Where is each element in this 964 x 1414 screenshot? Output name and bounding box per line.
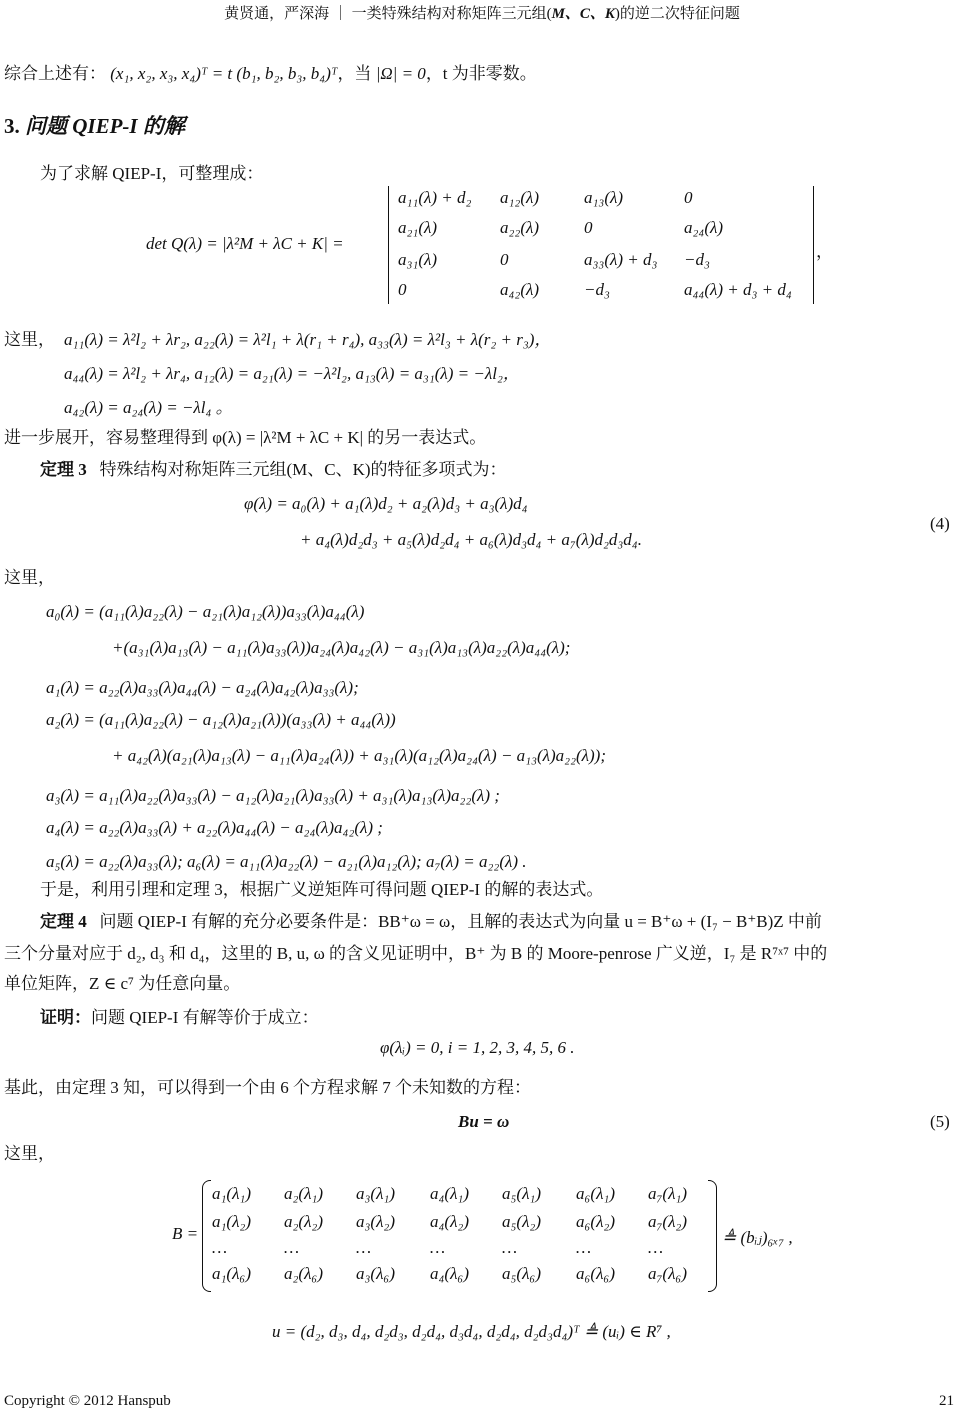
B-matrix-cell: … (212, 1238, 228, 1257)
here1-label: 这里， (4, 330, 55, 349)
intro-text: 为了求解 QIEP-I，可整理成： (40, 164, 264, 183)
B-matrix-cell: a₆(λ₆) (576, 1264, 616, 1283)
det-lhs: det Q(λ) = |λ²M + λC + K| = (146, 234, 344, 253)
B-matrix-cell: a₂(λ₆) (284, 1264, 324, 1283)
header-mck: M、C、K (551, 6, 615, 22)
proof-text: 问题 QIEP-I 有解等价于成立： (91, 1008, 319, 1027)
theorem4-line1 (40, 910, 822, 934)
B-matrix-cell: a₇(λ₁) (648, 1184, 688, 1203)
det-matrix-cell: 0 (684, 188, 693, 207)
theorem3-label: 定理 3 (40, 460, 87, 479)
B-matrix-cell: a₅(λ₂) (502, 1212, 542, 1231)
B-matrix (212, 1180, 708, 1290)
det-matrix-cell: a₁₃(λ) (584, 188, 624, 207)
det-matrix-cell: a₄₄(λ) + d₃ + d₄ (684, 280, 792, 299)
B-matrix-cell: a₇(λ₂) (648, 1212, 688, 1231)
proof-eq: φ(λᵢ) = 0, i = 1, 2, 3, 4, 5, 6 . (380, 1038, 575, 1057)
therefore-text: 于是，利用引理和定理 3，根据广义逆矩阵可得问题 QIEP-I 的解的表达式。 (40, 880, 604, 899)
B-matrix-cell: a₅(λ₁) (502, 1184, 542, 1203)
a5-line: a₅(λ) = a₂₂(λ)a₃₃(λ); a₆(λ) = a₁₁(λ)a₂₂(λ) − a₂₁(λ)a₁₂(λ); a₇(λ) = a₂₂(λ) . (46, 852, 527, 871)
B-matrix-cell: a₁(λ₆) (212, 1264, 252, 1283)
summary-tail: ，t 为非零数。 (425, 64, 537, 83)
B-matrix-cell: a₅(λ₆) (502, 1264, 542, 1283)
a2-line2: + a₄₂(λ)(a₂₁(λ)a₁₃(λ) − a₁₁(λ)a₂₄(λ)) + a₃₁(λ)(a₁₂(λ)a₂₄(λ) − a₁₃(λ)a₂₂(λ)); (112, 746, 606, 765)
B-lhs: B = (172, 1224, 199, 1243)
proof-label: 证明： (40, 1008, 91, 1027)
B-left-paren (202, 1180, 211, 1292)
based-text: 基此，由定理 3 知，可以得到一个由 6 个方程求解 7 个未知数的方程： (4, 1078, 531, 1097)
det-matrix-cell: −d₃ (684, 250, 710, 269)
B-matrix-cell: … (576, 1238, 592, 1257)
B-matrix-cell: … (356, 1238, 372, 1257)
eq5: Bu = ω (458, 1112, 510, 1131)
summary-lead: 综合上述有： (4, 64, 106, 83)
u-definition: u = (d₂, d₃, d₄, d₂d₃, d₂d₄, d₃d₄, d₂d₄, d₂d₃d₄)ᵀ ≜ (uᵢ) ∈ R⁷ , (272, 1322, 671, 1341)
det-matrix-cell: 0 (500, 250, 509, 269)
B-matrix-cell: a₆(λ₂) (576, 1212, 616, 1231)
section-heading (4, 114, 185, 138)
B-matrix-cell: … (430, 1238, 446, 1257)
det-matrix-cell: a₃₁(λ) (398, 250, 438, 269)
theorem4-label: 定理 4 (40, 912, 87, 931)
here2-label: 这里， (4, 568, 55, 587)
det-matrix-cell: a₃₃(λ) + d₃ (584, 250, 658, 269)
eq5-number: (5) (930, 1112, 950, 1131)
running-header (0, 2, 964, 23)
B-matrix-cell: a₂(λ₁) (284, 1184, 324, 1203)
summary-omega: |Ω| = 0 (375, 64, 426, 83)
theorem3-eq1: φ(λ) = a₀(λ) + a₁(λ)d₂ + a₂(λ)d₃ + a₃(λ)d₄ (244, 494, 528, 513)
summary-when: ，当 (337, 64, 372, 83)
B-matrix-cell: a₄(λ₁) (430, 1184, 470, 1203)
det-matrix-cell: a₂₄(λ) (684, 218, 724, 237)
B-rhs: ≜ (bᵢⱼ)₆ₓ₇ , (722, 1228, 793, 1247)
header-rest: )的逆二次特征问题 (614, 6, 740, 22)
here1-line1: a₁₁(λ) = λ²l₂ + λr₂, a₂₂(λ) = λ²l₁ + λ(r₁ + r₄), a₃₃(λ) = λ²l₃ + λ(r₂ + r₃)， (64, 330, 552, 349)
B-matrix-cell: a₄(λ₆) (430, 1264, 470, 1283)
B-matrix-cell: a₁(λ₁) (212, 1184, 252, 1203)
det-comma: ， (816, 242, 833, 261)
det-matrix-cell: a₂₂(λ) (500, 218, 540, 237)
theorem4-line2: 三个分量对应于 d₂, d₃ 和 d₄，这里的 B, u, ω 的含义见证明中，B⁺ 为 B 的 Moore-penrose 广义逆，I₇ 是 R⁷ˣ⁷ 中的 (4, 944, 828, 963)
theorem4-line3: 单位矩阵，Z ∈ c⁷ 为任意向量。 (4, 974, 241, 993)
det-matrix (388, 186, 812, 304)
B-matrix-cell: a₆(λ₁) (576, 1184, 616, 1203)
theorem3-eq2: + a₄(λ)d₂d₃ + a₅(λ)d₂d₄ + a₆(λ)d₃d₄ + a₇(λ)d₂d₃d₄. (300, 530, 642, 549)
summary-vector-eq: (x₁, x₂, x₃, x₄)ᵀ = t (b₁, b₂, b₃, b₄)ᵀ (110, 64, 338, 83)
a1-line: a₁(λ) = a₂₂(λ)a₃₃(λ)a₄₄(λ) − a₂₄(λ)a₄₂(λ)a₃₃(λ); (46, 678, 359, 697)
footer-page-number: 21 (939, 1393, 954, 1409)
header-authors: 黄贤通，严深海 ｜ 一类特殊结构对称矩阵三元组( (224, 6, 552, 22)
a4-line: a₄(λ) = a₂₂(λ)a₃₃(λ) + a₂₂(λ)a₄₄(λ) − a₂₄(λ)a₄₂(λ) ; (46, 818, 383, 837)
a0-line2: +(a₃₁(λ)a₁₃(λ) − a₁₁(λ)a₃₃(λ))a₂₄(λ)a₄₂(λ) − a₃₁(λ)a₁₃(λ)a₂₂(λ)a₄₄(λ); (112, 638, 571, 657)
B-matrix-cell: … (502, 1238, 518, 1257)
det-matrix-cell: a₂₁(λ) (398, 218, 438, 237)
a2-line1: a₂(λ) = (a₁₁(λ)a₂₂(λ) − a₁₂(λ)a₂₁(λ))(a₃₃(λ) + a₄₄(λ)) (46, 710, 396, 729)
further-text: 进一步展开，容易整理得到 φ(λ) = |λ²M + λC + K| 的另一表达式。 (4, 428, 487, 447)
theorem3 (40, 458, 507, 482)
here3-label: 这里， (4, 1144, 55, 1163)
B-matrix-cell: … (648, 1238, 664, 1257)
B-matrix-cell: … (284, 1238, 300, 1257)
here1-line2: a₄₄(λ) = λ²l₂ + λr₄, a₁₂(λ) = a₂₁(λ) = −λ²l₂, a₁₃(λ) = a₃₁(λ) = −λl₂， (64, 364, 520, 383)
theorem3-text: 特殊结构对称矩阵三元组(M、C、K)的特征多项式为： (99, 460, 507, 479)
det-matrix-cell: a₄₂(λ) (500, 280, 540, 299)
det-matrix-cell: 0 (584, 218, 593, 237)
B-matrix-cell: a₃(λ₂) (356, 1212, 396, 1231)
B-matrix-cell: a₃(λ₁) (356, 1184, 396, 1203)
det-matrix-cell: 0 (398, 280, 407, 299)
det-matrix-cell: −d₃ (584, 280, 610, 299)
a0-line1: a₀(λ) = (a₁₁(λ)a₂₂(λ) − a₂₁(λ)a₁₂(λ))a₃₃(λ)a₄₄(λ) (46, 602, 365, 621)
B-matrix-cell: a₁(λ₂) (212, 1212, 252, 1231)
footer-copyright: Copyright © 2012 Hanspub (4, 1393, 171, 1409)
eq4-number: (4) (930, 514, 950, 533)
B-matrix-cell: a₃(λ₆) (356, 1264, 396, 1283)
a3-line: a₃(λ) = a₁₁(λ)a₂₂(λ)a₃₃(λ) − a₁₂(λ)a₂₁(λ)a₃₃(λ) + a₃₁(λ)a₁₃(λ)a₂₂(λ) ; (46, 786, 500, 805)
B-matrix-cell: a₄(λ₂) (430, 1212, 470, 1231)
summary-line (4, 62, 537, 86)
proof-line (40, 1006, 319, 1030)
B-matrix-cell: a₂(λ₂) (284, 1212, 324, 1231)
theorem4-text1: 问题 QIEP-I 有解的充分必要条件是：BB⁺ω = ω，且解的表达式为向量 u = B⁺ω + (I₇ − B⁺B)Z 中前 (99, 912, 822, 931)
here1-line3: a₄₂(λ) = a₂₄(λ) = −λl₄ 。 (64, 398, 233, 417)
B-matrix-cell: a₇(λ₆) (648, 1264, 688, 1283)
det-matrix-cell: a₁₁(λ) + d₂ (398, 188, 472, 207)
section-title: 问题 QIEP-I 的解 (25, 114, 185, 138)
B-right-paren (708, 1180, 717, 1292)
det-matrix-cell: a₁₂(λ) (500, 188, 540, 207)
section-number: 3. (4, 114, 20, 138)
